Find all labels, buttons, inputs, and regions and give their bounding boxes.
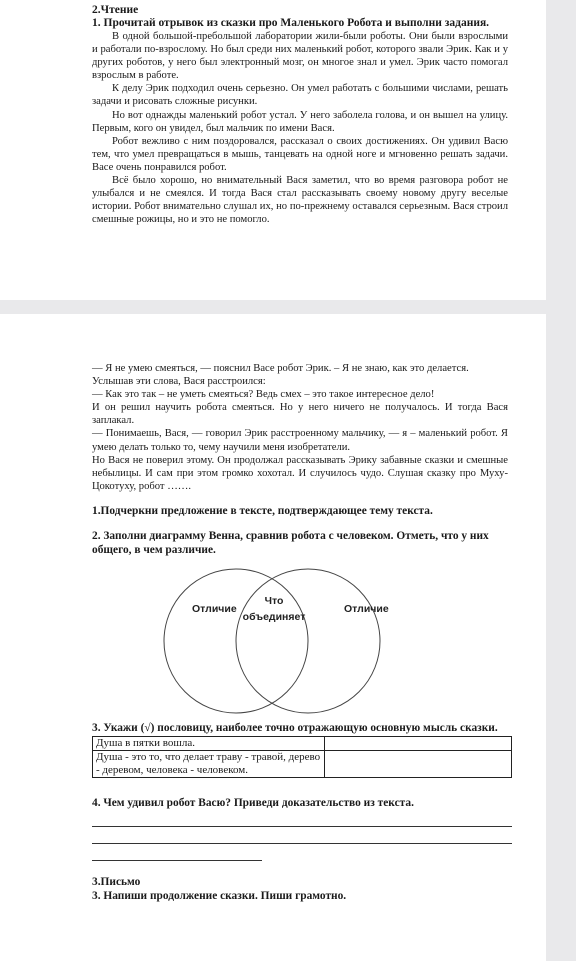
question-1: 1.Подчеркни предложение в тексте, подтверждающее тему текста.: [92, 504, 433, 517]
venn-left-label: Отличие: [192, 602, 237, 615]
answer-line[interactable]: [92, 827, 512, 844]
story-paragraph: Всё было хорошо, но внимательный Вася заметил, что во время разговора робот не улыбался и не смеялся. И тогда Вася стал рассказывать своему новому другу веселые истории. Робот внимательно слушал их, но по-прежнему оставался серьезным. Вася строил смешные рожицы, но и это не помогло.: [92, 175, 508, 226]
checkmark-cell[interactable]: [325, 750, 512, 777]
venn-diagram: [88, 565, 428, 715]
story-paragraph: В одной большой-пребольшой лаборатории жили-были роботы. Они были взрослыми и работали по-взрослому. Но был среди них маленький робот, которого звали Эрик. Как и у других роботов, у него был электронный мозг, он многое знал и умел. Эрик часто помогал взрослым в работе.: [92, 31, 508, 82]
section-title-reading: 2.Чтение: [92, 4, 139, 16]
story-paragraph: И он решил научить робота смеяться. Но у него ничего не получалось. И тогда Вася заплакал.: [92, 402, 508, 427]
proverb-table: [92, 736, 512, 778]
venn-circles: [88, 565, 428, 715]
checkmark-cell[interactable]: [325, 736, 512, 750]
question-4: 4. Чем удивил робот Васю? Приведи доказательство из текста.: [92, 796, 414, 809]
question-2: 2. Заполни диаграмму Венна, сравнив робота с человеком. Отметь, что у них общего, в чем различие.: [92, 529, 489, 556]
story-paragraph: Но Вася не поверил этому. Он продолжал рассказывать Эрику забавные сказки и смешные небылицы. И сам при этом громко хохотал. И случилось чудо. Слушая сказку про Муху-Цокотуху, робот …….: [92, 454, 508, 492]
story-paragraph: — Я не умею смеяться, — пояснил Васе робот Эрик. – Я не знаю, как это делается.: [92, 363, 469, 374]
worksheet-page-1: [0, 0, 546, 300]
worksheet-page-2: [0, 314, 546, 961]
venn-center-label-1: Что: [264, 594, 284, 607]
story-paragraph: — Как это так – не уметь смеяться? Ведь смех – это такое интересное дело!: [92, 389, 435, 401]
section-title-writing: 3.Письмо: [92, 875, 141, 888]
story-paragraph: Услышав эти слова, Вася расстроился:: [92, 376, 266, 388]
venn-right-label: Отличие: [344, 602, 389, 615]
task1-title: 1. Прочитай отрывок из сказки про Маленького Робота и выполни задания.: [92, 17, 490, 29]
story-paragraph: К делу Эрик подходил очень серьезно. Он умел работать с большими числами, решать задачи и рисовать сложные рисунки.: [92, 83, 508, 108]
table-row: [93, 750, 512, 777]
proverb-cell: Душа в пятки вошла.: [93, 736, 325, 750]
venn-center-label-2: объединяет: [242, 610, 306, 623]
answer-line[interactable]: [92, 844, 262, 861]
story-paragraph: Робот вежливо с ним поздоровался, рассказал о своих достижениях. Он удивил Васю тем, что умел превращаться в мышь, танцевать на одной ноге и мгновенно решать задачи. Васе очень понравился робот.: [92, 135, 508, 173]
story-paragraph: Но вот однажды маленький робот устал. У него заболела голова, и он вышел на улицу. Первым, кого он увидел, был мальчик по имени Вася.: [92, 109, 508, 134]
answer-line[interactable]: [92, 810, 512, 827]
story-paragraph: — Понимаешь, Вася, — говорил Эрик расстроенному мальчику, — я – маленький робот. Я умею делать только то, чему научили меня изобретатели.: [92, 428, 508, 453]
table-row: [93, 736, 512, 750]
task3-title: 3. Напиши продолжение сказки. Пиши грамотно.: [92, 889, 347, 902]
question-3: 3. Укажи (√) пословицу, наиболее точно отражающую основную мысль сказки.: [92, 721, 498, 734]
proverb-cell: Душа - это то, что делает траву - травой, дерево - деревом, человека - человеком.: [93, 750, 325, 777]
